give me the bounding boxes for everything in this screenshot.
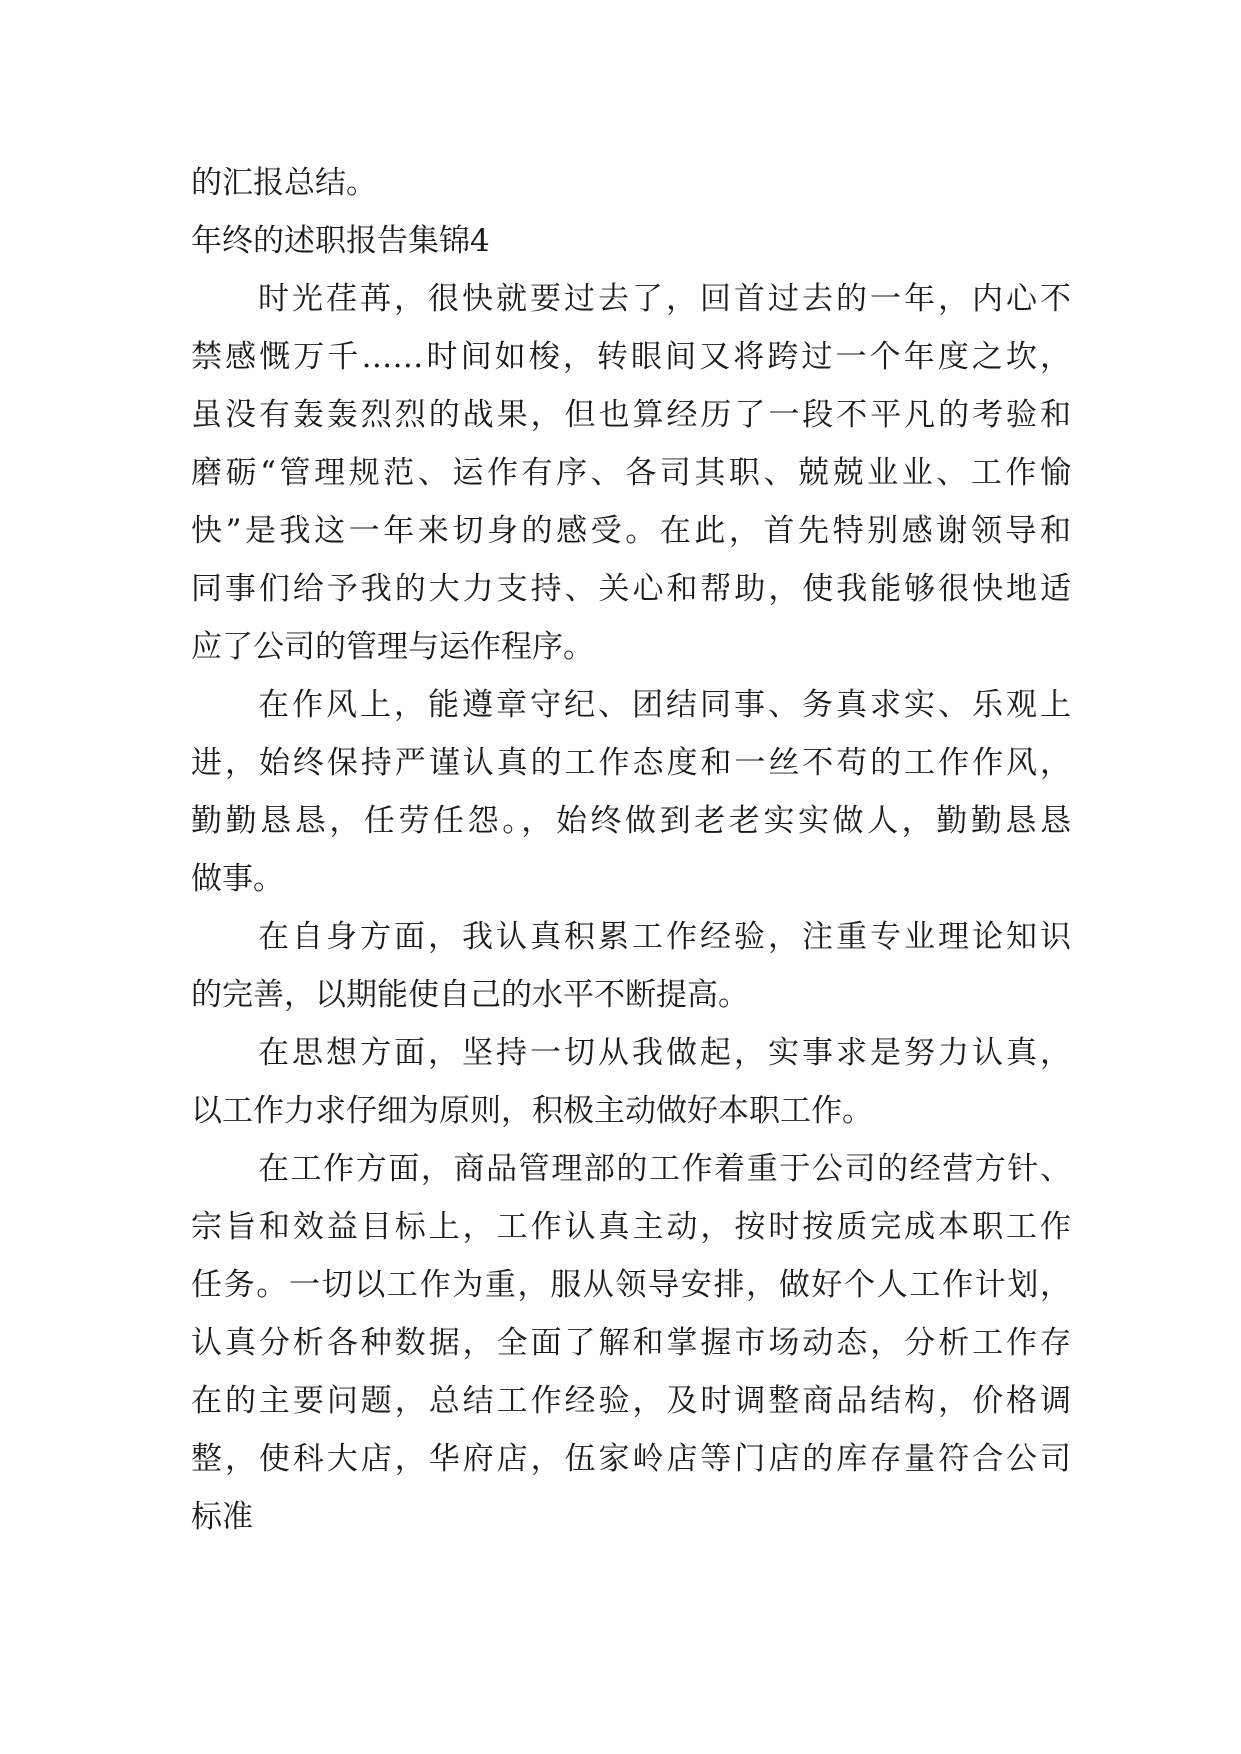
text-line: 时光荏苒，很快就要过去了，回首过去的一年，内心不: [258, 281, 1071, 317]
text-line: 在工作方面，商品管理部的工作着重于公司的经营方针、: [258, 1151, 1071, 1187]
text-line: 在自身方面，我认真积累工作经验，注重专业理论知识: [258, 919, 1071, 955]
text-line: 的完善，以期能使自己的水平不断提高。: [191, 977, 749, 1013]
text-line: 应了公司的管理与运作程序。: [191, 629, 594, 665]
text-line: 快”是我这一年来切身的感受。在此，首先特别感谢领导和: [191, 513, 1071, 549]
text-line: 在作风上，能遵章守纪、团结同事、务真求实、乐观上: [258, 687, 1071, 723]
section-heading: 年终的述职报告集锦4: [191, 223, 490, 259]
text-line: 勤勤恳恳，任劳任怨。，始终做到老老实实做人，勤勤恳恳: [191, 803, 1071, 839]
text-line: 在的主要问题，总结工作经验，及时调整商品结构，价格调: [191, 1383, 1071, 1419]
text-line: 磨砺“管理规范、运作有序、各司其职、兢兢业业、工作愉: [191, 455, 1071, 491]
text-line: 以工作力求仔细为原则，积极主动做好本职工作。: [191, 1093, 873, 1129]
text-line: 的汇报总结。: [191, 165, 377, 201]
text-line: 虽没有轰轰烈烈的战果，但也算经历了一段不平凡的考验和: [191, 397, 1071, 433]
text-line: 认真分析各种数据，全面了解和掌握市场动态，分析工作存: [191, 1325, 1071, 1361]
text-line: 在思想方面，坚持一切从我做起，实事求是努力认真，: [258, 1035, 1071, 1071]
text-line: 任务。一切以工作为重，服从领导安排，做好个人工作计划，: [191, 1267, 1071, 1303]
text-line: 进，始终保持严谨认真的工作态度和一丝不苟的工作作风，: [191, 745, 1071, 781]
text-line: 标准: [191, 1499, 253, 1535]
text-line: 做事。: [191, 861, 284, 897]
text-line: 同事们给予我的大力支持、关心和帮助，使我能够很快地适: [191, 571, 1071, 607]
text-line: 禁感慨万千……时间如梭，转眼间又将跨过一个年度之坎，: [191, 339, 1071, 375]
text-line: 整，使科大店，华府店，伍家岭店等门店的库存量符合公司: [191, 1441, 1071, 1477]
text-line: 宗旨和效益目标上，工作认真主动，按时按质完成本职工作: [191, 1209, 1071, 1245]
